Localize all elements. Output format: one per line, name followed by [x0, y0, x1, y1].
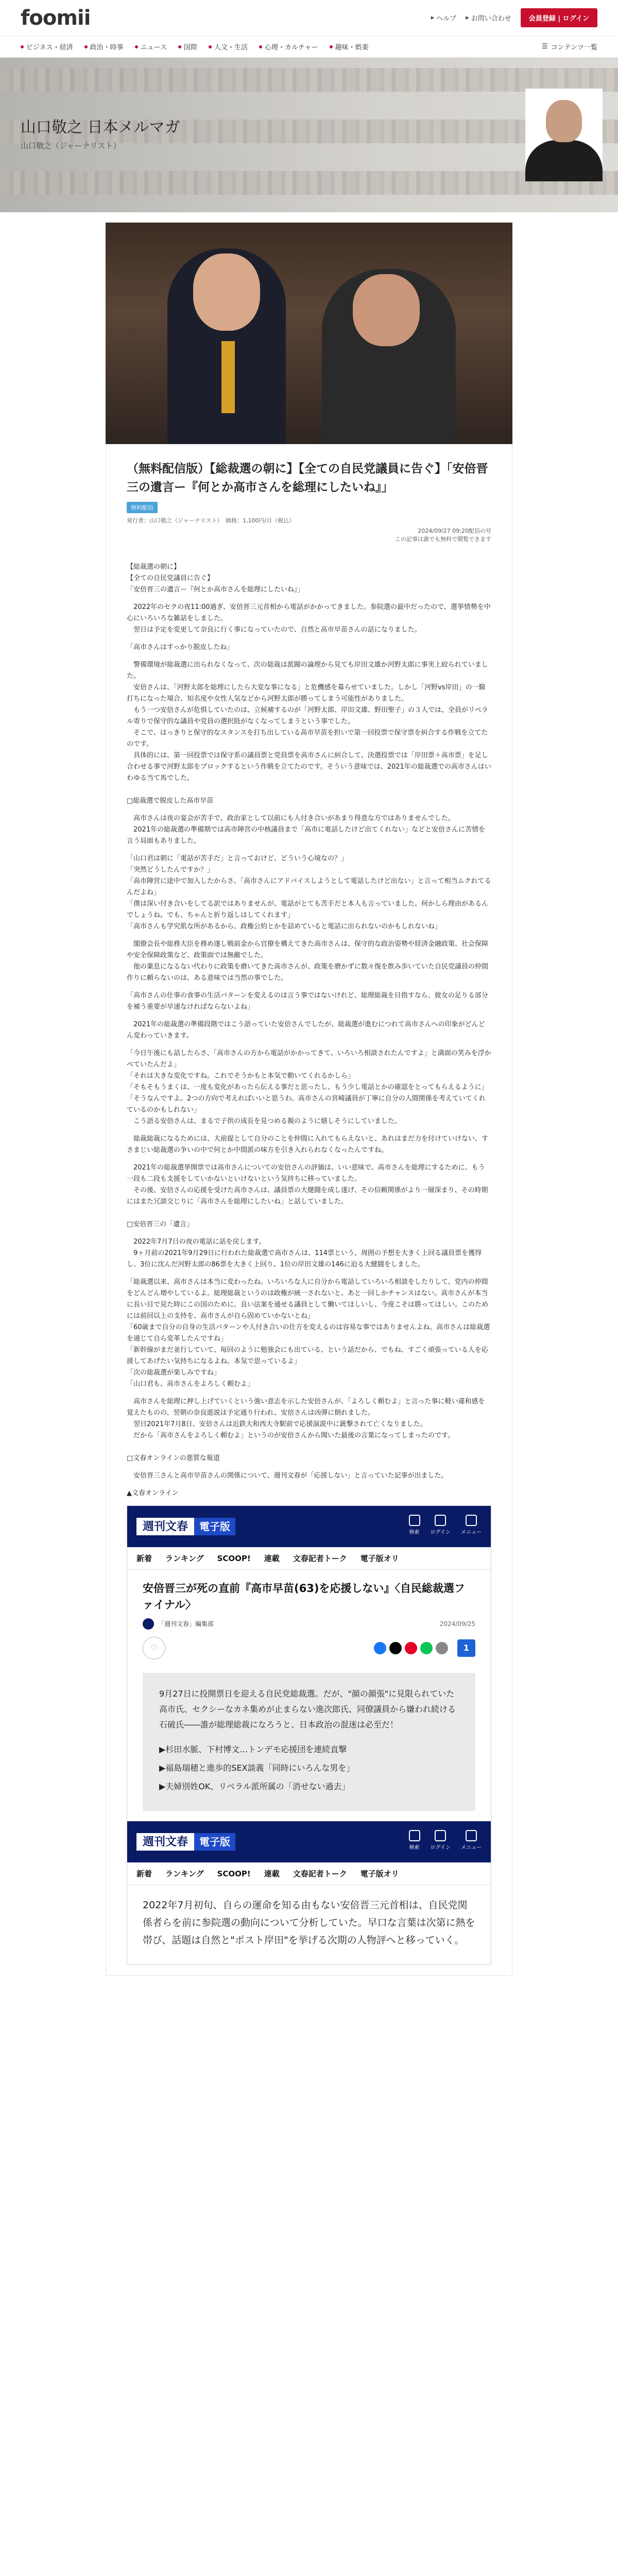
tab-new[interactable]: 新着: [136, 1869, 152, 1878]
intro-line: 「安倍晋三の遺言ー『何とか高市さんを総理にしたいね』」: [127, 586, 304, 594]
publish-date: 2024/09/27 09:20配信の号: [418, 528, 491, 534]
channel-title[interactable]: 山口敬之 日本メルマガ: [21, 118, 180, 137]
bookmark-icon[interactable]: ♡: [143, 1637, 165, 1659]
tab-ranking[interactable]: ランキング: [165, 1553, 204, 1563]
tab-series[interactable]: 連載: [264, 1869, 280, 1878]
bunshun-header: [127, 1506, 491, 1547]
bullet-icon: [259, 45, 262, 48]
summary-bullet[interactable]: ▶夫婦別姓OK、リベラル派所属の「消せない過去」: [159, 1782, 350, 1791]
free-badge: 無料配信: [127, 502, 158, 513]
tab-digital-original[interactable]: 電子版オリ: [360, 1869, 399, 1878]
tab-series[interactable]: 連載: [264, 1553, 280, 1563]
tab-ranking[interactable]: ランキング: [165, 1869, 204, 1878]
channel-banner: [0, 58, 618, 212]
article-title: （無料配信版）【総裁選の朝に】【全ての自民党議員に告ぐ】「安倍晋三の遺言ー『何とか高市さんを総理にしたいね』」: [127, 462, 488, 494]
nav-item-politics[interactable]: 政治・時事: [84, 42, 124, 52]
top-bar: [0, 0, 618, 36]
embed-closing-paragraph: 2022年7月初旬、自らの運命を知る由もない安倍晋三元首相は、自民党関係者らを前に参院選の動向について分析していた。早口な言葉は次第に熱を帯び、話題は自然と"ポスト岸田"を挙げる次期の人物評へと移っていく。: [143, 1900, 475, 1946]
paragraph: 2022年7月7日の夜の電話に話を戻します。 9ヶ月前の2021年9月29日に行われた総裁選で高市さんは、114票という、周囲の予想を大きく上回る議員票を獲得し、3位に沈んだ河野太郎の86票を大きく上回り、1位の岸田文雄の146に迫る大健闘をしました。: [127, 1238, 482, 1268]
tab-digital-original[interactable]: 電子版オリ: [360, 1553, 399, 1563]
bullet-icon: [84, 45, 88, 48]
comment-count[interactable]: 1: [457, 1639, 475, 1657]
summary-lead: 9月27日に投開票日を迎える自民党総裁選。だが、"顔の顔張"に見限られていた高市氏、セクシーなカネ集めが止まらない進次郎氏、同僚議員から嫌われ続ける石破氏――誰が総理総裁になろうと、日本政治の混迷は必至だ！: [159, 1689, 456, 1730]
link-icon[interactable]: [436, 1642, 448, 1654]
nav-item-news[interactable]: ニュース: [135, 42, 167, 52]
bullet-icon: [330, 45, 333, 48]
bunshun-edition: 電子版: [194, 1833, 235, 1851]
bunshun-header: [127, 1821, 491, 1862]
search-icon[interactable]: 検索: [409, 1830, 420, 1854]
bunshun-edition: 電子版: [194, 1518, 235, 1535]
article-body: [106, 551, 512, 1975]
quote: 「高市さんの仕事の食事の生活パターンを変えるのは言う事ではないけれど、総理総裁を目指すなら、彼女の足りる部分を補う重要が早速なければならないよね」: [127, 992, 488, 1011]
paragraph: 安倍晋三さんと高市早苗さんの関係について、週刊文春が「応援しない」と言っていた記事が出ました。: [127, 1472, 448, 1480]
nav-item-international[interactable]: 国際: [178, 42, 197, 52]
embed-label: ▲文春オンライン: [127, 1489, 179, 1497]
dialogue: 「山口君は朝に「電話が苦手だ」と言っておけど、どういう心境なの？」 「突然どうしたんですか？」 「高市陣営に途中で加入したからさ、「高市さんにアドバイスしようとして電話したけど出ない」と言って相当ムクれてるんだよね」 「僕は深い付き合いをしてる訳ではありませんが、電話がとても苦手だと本人も言っていました。何かしら理由があるんでしょうね。でも、ちゃんと折り返しはしてくれます」 「高市さんも学究肌な所があるから、政権公約とかを詰めていると電話に出られないのかもしれないね」: [127, 855, 491, 930]
share-buttons: [374, 1642, 448, 1654]
member-login-button[interactable]: 会員登録 | ログイン: [521, 8, 597, 27]
paragraph: 2022年のセクの夜11:00過ぎ、安倍晋三元首相から電話がかかってきました。参院選の最中だったので、選挙情勢を中心にいろいろな雑話をしました。 翌日は予定を変更して奈良に行く事になっていたので、自然と高市早苗さんの話になりました。: [127, 603, 491, 634]
summary-bullet[interactable]: ▶福島瑞穂と進歩的SEX談義「同時にいろんな男を」: [159, 1763, 355, 1773]
dialogue: 「総裁選以来、高市さんは本当に変わったね。いろいろな人に自分から電話していろいろ相談をしたりして、党内の仲間をどんどん増やしているよ。総理総裁というのは政権が統一されないと、あと一回しかチャンスはない。高市さんが本当に長い目で見た時にこの国のために、良い法案を通せる議員として働いてほしいし、今度こそは勝ってほしい。このためには前回以上の支持を、高市さんが自ら固めていかないとね」 「60歳まで自分の自身の生活パターンや人付き合いの仕方を変えるのは容易な事ではありませんよね。高市さんは総裁選を通じて自ら変革したんですね」 「新幹線がまだ並行していて、毎回のように勉強会にも出ている、という話だから、でもね、すごく頑張っている人を応援してあげたい気持ちになるよね。本気で思っているよ」 「次の総裁選が楽しみですね」 「山口君も、高市さんをよろしく頼むよ」: [127, 1278, 490, 1388]
chevron-right-icon: ▸: [466, 14, 469, 22]
intro-line: 【全ての自民党議員に告ぐ】: [127, 574, 214, 582]
nav-item-hobby[interactable]: 趣味・娯楽: [330, 42, 369, 52]
dialogue: 「今日午後にも話したらさ、「高市さんの方から電話がかかってきて、いろいろ相談されたんですよ」と満面の笑みを浮かべていたんだよ」 「それは大きな変化ですね。これでそうかもと本気で動いてくれるかしら」 「そもそもうまくは、一度も変化があったら伝える事だと思ったし、もう少し電話とかの確認をとってもらえるように」 「そうなんですよ。2つの方向で考えればいいと思うわ。高市さんの宮崎議員が丁寧に自分の人間関係を考えていてくれているのかもしれない」 こう語る安倍さんは、まるで子供の成長を見つめる親のように嬉しそうにしていました。: [127, 1049, 491, 1125]
tab-reporter-talk[interactable]: 文春記者トーク: [293, 1553, 347, 1563]
summary-bullet[interactable]: ▶杉田水脈、下村博文…トンデモ応援団を連続直撃: [159, 1744, 347, 1754]
article-meta: 発行者：山口敬之（ジャーナリスト） 価格：1,100円/月（税込）: [127, 517, 295, 524]
menu-icon[interactable]: メニュー: [461, 1515, 482, 1538]
section-heading: □安倍晋三の「遺言」: [127, 1221, 194, 1228]
bunshun-logo[interactable]: 週刊文春: [136, 1833, 194, 1851]
embed-title[interactable]: 安倍晋三が死の直前『高市早苗(63)を応援しない』〈自民総裁選ファイナル〉: [143, 1582, 465, 1611]
x-icon[interactable]: [389, 1642, 402, 1654]
facebook-icon[interactable]: [374, 1642, 386, 1654]
help-link[interactable]: ▸ ヘルプ: [431, 14, 457, 23]
bunshun-logo[interactable]: 週刊文春: [136, 1518, 194, 1535]
paragraph: 2021年の総裁選挙開票では高市さんについての安倍さんの評価は、いい意味で、高市さんを総理にするために、もう一段も二段も支援をしていかないといけないという気持ちに移っていました。 その後、安倍さんの応援を受けた高市さんは、議員票の大健闘を成し遂げ、その信頼関係がより一層深まり、その時期にはまた冗談交じりに「高市さんを総理にしたいね」と話していました。: [127, 1164, 488, 1206]
paragraph: 総裁総裁になるためには、大前提として自分のことを仲間に入れてもらえないと、あれはまだ力を付けていけない、すさまじい総裁選の争いの中で何とか中間派の味方を引き入れられなくなったんですね。: [127, 1135, 489, 1154]
avatar: [143, 1618, 154, 1630]
bunshun-tabs: [127, 1862, 491, 1885]
author-portrait: [525, 89, 603, 181]
login-icon[interactable]: ログイン: [431, 1830, 451, 1854]
bullet-icon: [178, 45, 181, 48]
article-card: [106, 444, 512, 1976]
chevron-right-icon: ▸: [431, 14, 435, 22]
login-icon[interactable]: ログイン: [431, 1515, 451, 1538]
section-heading: □文春オンラインの悪質な報道: [127, 1454, 220, 1462]
embed-date: 2024/09/25: [439, 1620, 475, 1628]
pinterest-icon[interactable]: [405, 1642, 417, 1654]
bullet-icon: [209, 45, 212, 48]
bunshun-tabs: [127, 1547, 491, 1570]
paragraph: 高市さんは夜の宴会が苦手で、政治家として以前にも人付き合いがあまり得意な方ではありませんでした。 2021年の総裁選の準備期では高市陣営の中核議員まで「高市に電話したけど出てくれない」などと安倍さんに苦情を言う局面もありました。: [127, 815, 486, 845]
tab-reporter-talk[interactable]: 文春記者トーク: [293, 1869, 347, 1878]
quote: 「高市さんはすっかり脱皮したね」: [127, 643, 234, 651]
paragraph: 高市さんを総理に押し上げていくという強い意志を示した安倍さんが、「よろしく頼むよ」と言った事に軽い違和感を覚えたものの、翌朝の奈良遊説は予定通り行われ、安倍さんは凶弾に倒れました。 翌日2021年7月8日、安倍さんは近鉄大和西大寺駅前で応援演説中に銃撃されて亡くなりました。 だから「高市さんをよろしく頼むよ」というのが安倍さんから聞いた最後の言葉になってしまったのです。: [127, 1398, 485, 1439]
bullet-icon: [135, 45, 138, 48]
contact-link[interactable]: ▸ お問い合わせ: [466, 14, 511, 23]
top-links: [431, 8, 597, 27]
nav-item-psychology[interactable]: 心理・カルチャー: [259, 42, 318, 52]
tab-scoop[interactable]: SCOOP!: [217, 1869, 251, 1878]
tab-scoop[interactable]: SCOOP!: [217, 1553, 251, 1563]
tab-new[interactable]: 新着: [136, 1553, 152, 1563]
nav-item-humanities[interactable]: 人文・生活: [209, 42, 248, 52]
menu-icon[interactable]: メニュー: [461, 1830, 482, 1854]
section-heading: □総裁選で脱皮した高市早苗: [127, 797, 214, 805]
free-note: この記事は誰でも無料で閲覧できます: [395, 536, 491, 543]
bullet-icon: [21, 45, 24, 48]
channel-author: 山口敬之（ジャーナリスト）: [21, 141, 121, 150]
list-icon: ☰: [541, 43, 548, 50]
line-icon[interactable]: [420, 1642, 433, 1654]
content-list-link[interactable]: ☰ コンテンツ一覧: [541, 43, 597, 52]
embed-byline: 「週刊文春」編集部: [158, 1620, 214, 1628]
intro-line: 【総裁選の朝に】: [127, 563, 181, 571]
search-icon[interactable]: 検索: [409, 1515, 420, 1538]
category-nav: [0, 36, 618, 58]
hero-photo: [106, 223, 512, 444]
paragraph: 閣僚会長や総務大臣を務め遂し戦前金から官僚を構えてきた高市さんは、保守的な政治姿勢や経済金融政策、社会保障や安全保障政策など、政策面では無敵でした。 他の薬息になるない代わりに政策を磨いてきた高市さんが、政策を磨かずに数々復を飲み歩いていた自民党議員の仲間作りに頼らないのは、ある意味では当然の事でした。: [127, 940, 489, 982]
article-dates: [106, 524, 512, 551]
bunshun-embed[interactable]: [127, 1505, 491, 1965]
embed-summary: [143, 1673, 475, 1811]
paragraph: 警備環境が総裁選に出られなくなって、次の総裁は派閥の論理から見ても岸田文雄か河野太郎に事実上絞られていました。 安倍さんは、「河野太郎を総理にしたら大変な事になる」と危機感を募らせていました。しかし「河野vs岸田」の一騎打ちになった場合、知名度や女性人気などから河野太郎が勝ってしまう可能性がありました。 もう一つ安倍さんが危惧していたのは、立候補するのが「河野太郎、岸田文雄、野田聖子」の３人では、全員がリベラル寄りで保守的な議員や党員の選択肢がなくなってしまうという事でした。 そこで、はっきりと保守的なスタンスを打ち出している高市早苗を担いで第一回投票で保守票を糾合する作戦を立てたのです。 具体的には、第一回投票では保守系の議員票と党員票を高市さんに糾合して、決選投票では「岸田票＋高市票」を足し合わせる事で河野太郎をブロックするという作戦を立てたのです。そういう意味では、2021年の総裁選での高市さんはいわゆる当て馬でした。: [127, 661, 491, 782]
site-logo[interactable]: foomii: [21, 6, 91, 30]
paragraph: 2021年の総裁選の準備段階ではこう語っていた安倍さんでしたが、総裁選が進むにつれて高市さんへの印象がどんどん変わっていきます。: [127, 1021, 485, 1040]
nav-item-business[interactable]: ビジネス・経済: [21, 42, 73, 52]
